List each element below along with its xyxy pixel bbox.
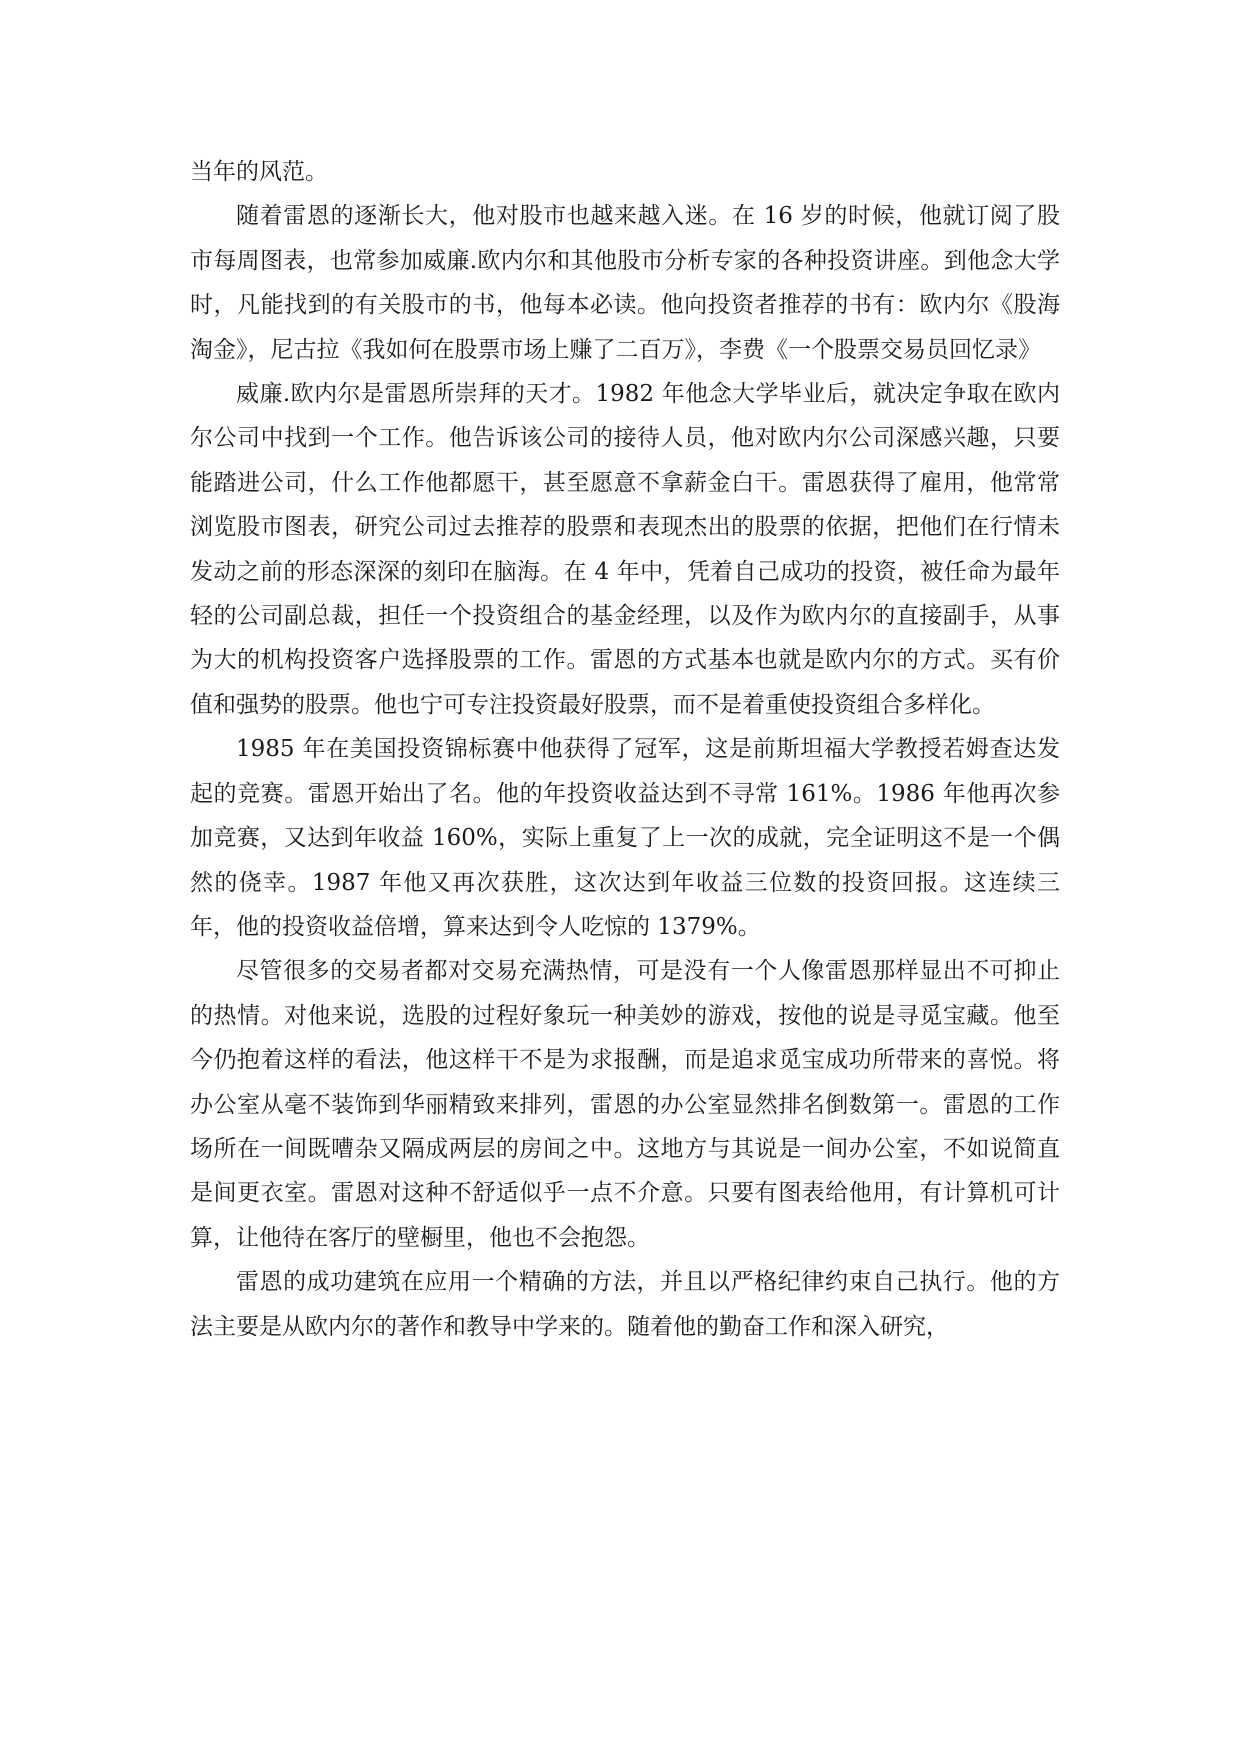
paragraph: 随着雷恩的逐渐长大，他对股市也越来越入迷。在 16 岁的时候，他就订阅了股市每周图表，也常参加威廉.欧内尔和其他股市分析专家的各种投资讲座。到他念大学时，凡能找到的有关股市的书，他每本必读。他向投资者推荐的书有：欧内尔《股海淘金》，尼古拉《我如何在股票市场上赚了二百万》，李费《一个股票交易员回忆录》 [190, 203, 1060, 363]
paragraph-continuation: 当年的风范。 [190, 159, 328, 185]
paragraph: 尽管很多的交易者都对交易充满热情，可是没有一个人像雷恩那样显出不可抑止的热情。对他来说，选股的过程好象玩一种美妙的游戏，按他的说是寻觅宝藏。他至今仍抱着这样的看法，他这样干不是为求报酬，而是追求觅宝成功所带来的喜悦。将办公室从毫不装饰到华丽精致来排列，雷恩的办公室显然排名倒数第一。雷恩的工作场所在一间既嘈杂又隔成两层的房间之中。这地方与其说是一间办公室，不如说简直是间更衣室。雷恩对这种不舒适似乎一点不介意。只要有图表给他用，有计算机可计算，让他待在客厅的壁橱里，他也不会抱怨。 [190, 958, 1060, 1251]
paragraph: 雷恩的成功建筑在应用一个精确的方法，并且以严格纪律约束自己执行。他的方法主要是从欧内尔的著作和教导中学来的。随着他的勤奋工作和深入研究， [190, 1269, 1060, 1340]
paragraph: 1985 年在美国投资锦标赛中他获得了冠军，这是前斯坦福大学教授若姆查达发起的竞赛。雷恩开始出了名。他的年投资收益达到不寻常 161%。1986 年他再次参加竞赛，又达到年收益 160%，实际上重复了上一次的成就，完全证明这不是一个偶然的侥幸。1987 年他又再次获胜，这次达到年收益三位数的投资回报。这连续三年，他的投资收益倍增，算来达到令人吃惊的 1379%。 [190, 736, 1060, 940]
paragraph: 威廉.欧内尔是雷恩所崇拜的天才。1982 年他念大学毕业后，就决定争取在欧内尔公司中找到一个工作。他告诉该公司的接待人员，他对欧内尔公司深感兴趣，只要能踏进公司，什么工作他都愿干，甚至愿意不拿薪金白干。雷恩获得了雇用，他常常浏览股市图表，研究公司过去推荐的股票和表现杰出的股票的依据，把他们在行情未发动之前的形态深深的刻印在脑海。在 4 年中，凭着自己成功的投资，被任命为最年轻的公司副总裁，担任一个投资组合的基金经理，以及作为欧内尔的直接副手，从事为大的机构投资客户选择股票的工作。雷恩的方式基本也就是欧内尔的方式。买有价值和强势的股票。他也宁可专注投资最好股票，而不是着重使投资组合多样化。 [190, 381, 1060, 718]
document-body [190, 150, 1060, 1349]
